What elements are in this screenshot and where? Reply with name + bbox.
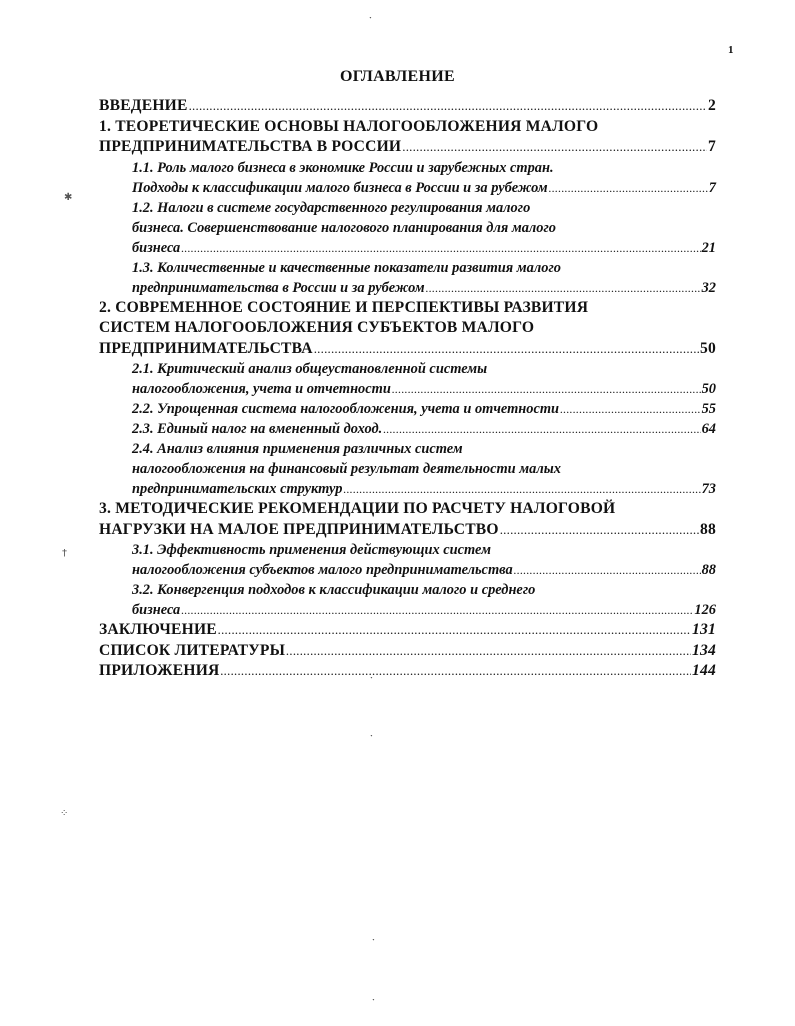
toc-entry-page: 7 bbox=[708, 179, 716, 196]
toc-dot-leader bbox=[314, 339, 699, 360]
scan-speck-mark: ✱ bbox=[64, 192, 73, 203]
toc-entry-line bbox=[132, 399, 716, 419]
toc-entry-page: 64 bbox=[701, 421, 716, 437]
toc-entry-title: ЗАКЛЮЧЕНИЕ bbox=[99, 621, 217, 638]
toc-entry-line bbox=[132, 419, 716, 439]
toc-entry-title: ПРИЛОЖЕНИЯ bbox=[99, 662, 220, 679]
page-number: 1 bbox=[728, 44, 734, 56]
toc-entry-title: 2.4. Анализ влияния применения различных систем bbox=[132, 441, 463, 457]
toc-entry-title: 2.3. Единый налог на вмененный доход. bbox=[132, 421, 383, 437]
toc-dot-leader bbox=[549, 178, 708, 198]
toc-entry-line bbox=[99, 298, 716, 319]
toc-entry-title: 1.2. Налоги в системе государственного регулирования малого bbox=[132, 199, 531, 216]
toc-dot-leader bbox=[181, 238, 700, 258]
toc-entry-line bbox=[132, 238, 716, 258]
toc-entry-title: 2. СОВРЕМЕННОЕ СОСТОЯНИЕ И ПЕРСПЕКТИВЫ РАЗВИТИЯ bbox=[99, 298, 589, 316]
toc-entry-line bbox=[99, 117, 716, 138]
toc-entry-line bbox=[99, 520, 716, 541]
toc-entry-title: ПРЕДПРИНИМАТЕЛЬСТВА bbox=[99, 339, 313, 357]
toc-dot-leader bbox=[189, 96, 707, 117]
toc-entry-line bbox=[99, 318, 716, 339]
toc-entry-line bbox=[99, 137, 716, 158]
toc-entry-page: 55 bbox=[701, 401, 716, 417]
toc-entry-title: 1. ТЕОРЕТИЧЕСКИЕ ОСНОВЫ НАЛОГООБЛОЖЕНИЯ МАЛОГО bbox=[99, 117, 599, 135]
toc-entry-title: 1.1. Роль малого бизнеса в экономике России и зарубежных стран. bbox=[132, 159, 554, 176]
toc-entry-title: 2.2. Упрощенная система налогообложения, учета и отчетности bbox=[132, 401, 560, 417]
toc-entry-title: бизнеса bbox=[132, 239, 181, 256]
toc-entry-title: налогообложения на финансовый результат деятельности малых bbox=[132, 461, 561, 477]
scan-speck-mark: ˑ bbox=[372, 996, 376, 1007]
toc-entry-title: бизнеса bbox=[132, 602, 181, 618]
toc-entry-title: ПРЕДПРИНИМАТЕЛЬСТВА В РОССИИ bbox=[99, 138, 402, 155]
toc-entry-line bbox=[132, 580, 716, 600]
toc-entry-page: 88 bbox=[700, 520, 716, 538]
toc-entry-line bbox=[132, 459, 716, 479]
toc-entry-page: 126 bbox=[694, 602, 716, 618]
toc-entry-line bbox=[132, 278, 716, 298]
toc-entry bbox=[99, 298, 716, 360]
toc-entry-page: 73 bbox=[701, 481, 716, 497]
toc-entry bbox=[99, 499, 716, 540]
toc-dot-leader bbox=[218, 620, 691, 641]
toc-entry-title: 2.1. Критический анализ общеустановленной системы bbox=[132, 361, 488, 377]
toc-dot-leader bbox=[181, 600, 693, 620]
toc-entry bbox=[132, 258, 716, 298]
toc-entry bbox=[99, 96, 716, 117]
toc-dot-leader bbox=[220, 661, 691, 682]
toc-dot-leader bbox=[383, 419, 700, 439]
scan-speck-mark: ⁘ bbox=[60, 808, 69, 819]
toc-entry-line bbox=[99, 661, 716, 682]
toc-entry-title: 1.3. Количественные и качественные показатели развития малого bbox=[132, 259, 561, 276]
scan-speck-mark: ˑ bbox=[369, 14, 373, 25]
toc-entry-page: 88 bbox=[701, 562, 716, 578]
toc-entry-line bbox=[132, 379, 716, 399]
toc-entry-line bbox=[99, 339, 716, 360]
toc-entry bbox=[132, 198, 716, 258]
table-of-contents bbox=[99, 96, 716, 682]
toc-entry bbox=[99, 117, 716, 158]
toc-entry-line bbox=[99, 641, 716, 662]
toc-entry-title: НАГРУЗКИ НА МАЛОЕ ПРЕДПРИНИМАТЕЛЬСТВО bbox=[99, 520, 499, 538]
toc-entry-page: 32 bbox=[701, 279, 716, 296]
toc-entry-page: 7 bbox=[708, 138, 716, 155]
toc-entry bbox=[99, 620, 716, 641]
toc-entry-page: 134 bbox=[692, 641, 716, 659]
toc-entry-line bbox=[132, 540, 716, 560]
toc-entry-line bbox=[132, 218, 716, 238]
toc-entry-line bbox=[132, 178, 716, 198]
toc-entry-title: СПИСОК ЛИТЕРАТУРЫ bbox=[99, 641, 286, 659]
toc-entry bbox=[132, 419, 716, 439]
toc-entry-line bbox=[132, 600, 716, 620]
toc-entry-line bbox=[132, 158, 716, 178]
toc-dot-leader bbox=[392, 379, 701, 399]
toc-entry bbox=[132, 359, 716, 399]
toc-entry-title: 3.1. Эффективность применения действующих систем bbox=[132, 542, 491, 558]
toc-entry-title: СИСТЕМ НАЛОГООБЛОЖЕНИЯ СУБЪЕКТОВ МАЛОГО bbox=[99, 319, 535, 336]
toc-entry-title: ВВЕДЕНИЕ bbox=[99, 97, 188, 114]
toc-entry bbox=[132, 439, 716, 499]
toc-entry-line bbox=[132, 479, 716, 499]
toc-dot-leader bbox=[286, 641, 691, 662]
scan-speck-mark: ˑ bbox=[370, 674, 374, 685]
toc-entry-title: 3.2. Конвергенция подходов к классификации малого и среднего bbox=[132, 582, 536, 598]
toc-entry-line bbox=[132, 439, 716, 459]
toc-entry-title: 3. МЕТОДИЧЕСКИЕ РЕКОМЕНДАЦИИ ПО РАСЧЕТУ НАЛОГОВОЙ bbox=[99, 500, 616, 517]
toc-entry-title: предпринимательства в России и за рубежом bbox=[132, 279, 425, 296]
scan-speck-mark: ˑ bbox=[370, 732, 374, 743]
toc-entry-title: предпринимательских структур bbox=[132, 481, 343, 497]
toc-entry-page: 21 bbox=[701, 239, 716, 256]
toc-entry-line bbox=[99, 96, 716, 117]
toc-dot-leader bbox=[500, 520, 699, 541]
toc-entry bbox=[132, 580, 716, 620]
toc-dot-leader bbox=[343, 479, 700, 499]
toc-entry-title: налогообложения, учета и отчетности bbox=[132, 381, 391, 397]
toc-dot-leader bbox=[426, 278, 701, 298]
toc-entry bbox=[132, 158, 716, 198]
toc-dot-leader bbox=[560, 399, 701, 419]
toc-entry bbox=[99, 641, 716, 662]
toc-title: ОГЛАВЛЕНИЕ bbox=[340, 68, 455, 85]
toc-entry-page: 131 bbox=[692, 621, 716, 638]
toc-entry bbox=[132, 540, 716, 580]
toc-entry-page: 144 bbox=[692, 662, 716, 679]
toc-entry bbox=[99, 661, 716, 682]
toc-entry-line bbox=[99, 499, 716, 520]
toc-entry-line bbox=[132, 560, 716, 580]
toc-entry-page: 50 bbox=[701, 381, 716, 397]
toc-dot-leader bbox=[514, 560, 701, 580]
scan-speck-mark: ˑ bbox=[372, 936, 376, 947]
toc-entry-line bbox=[132, 258, 716, 278]
toc-entry-title: бизнеса. Совершенствование налогового планирования для малого bbox=[132, 219, 556, 236]
toc-entry-page: 2 bbox=[708, 97, 716, 114]
toc-entry bbox=[132, 399, 716, 419]
toc-entry-line bbox=[132, 359, 716, 379]
scan-speck-mark: † bbox=[62, 548, 67, 559]
toc-entry-title: Подходы к классификации малого бизнеса в России и за рубежом bbox=[132, 179, 548, 196]
toc-entry-line bbox=[132, 198, 716, 218]
toc-entry-page: 50 bbox=[700, 339, 716, 357]
toc-entry-line bbox=[99, 620, 716, 641]
toc-entry-title: налогообложения субъектов малого предпринимательства bbox=[132, 562, 513, 578]
toc-dot-leader bbox=[402, 137, 707, 158]
